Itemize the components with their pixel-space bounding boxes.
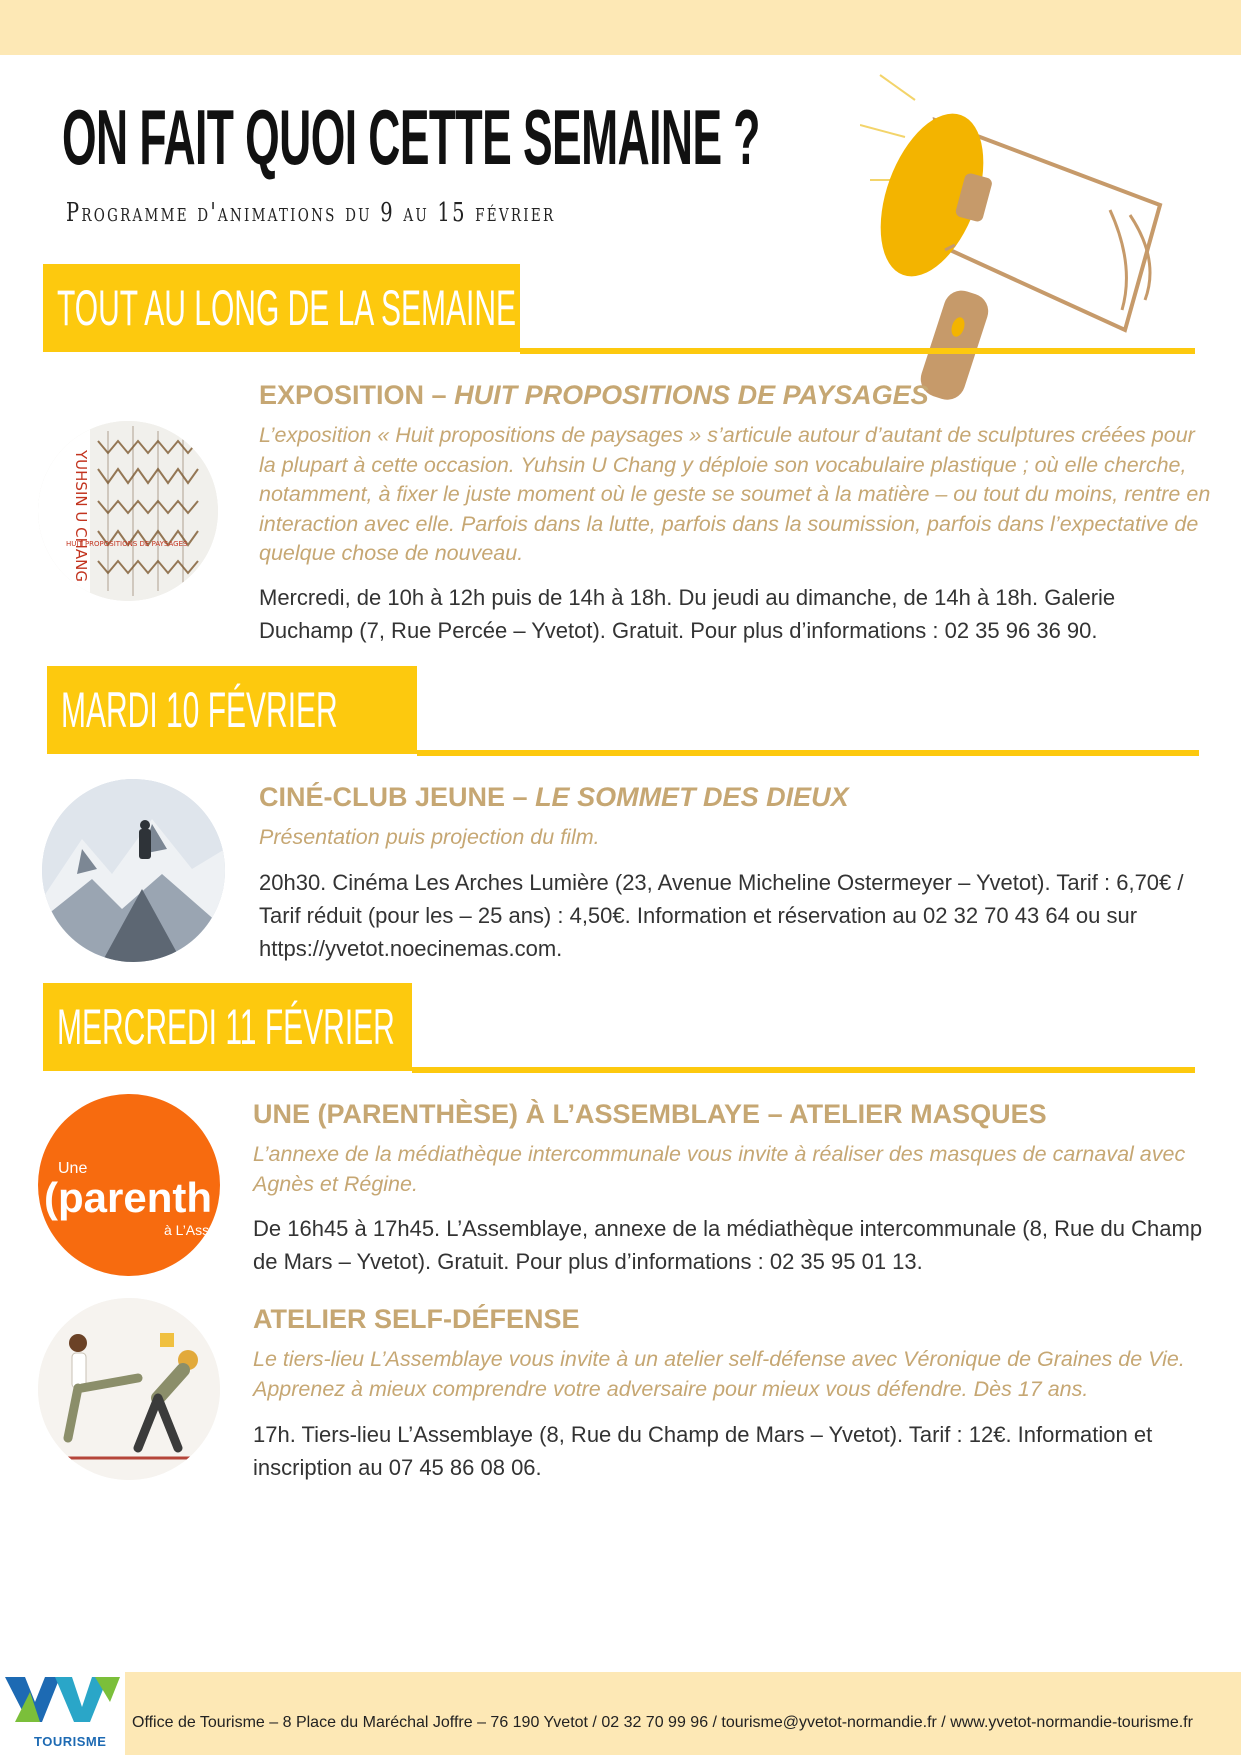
- exhibition-artwork: [38, 421, 218, 601]
- section-heading-wednesday: MERCREDI 11 FÉVRIER: [43, 983, 412, 1071]
- section-divider: [417, 750, 1199, 756]
- event-description: Le tiers-lieu L’Assemblaye vous invite à un atelier self-défense avec Véronique de Graines de Vie. Apprenez à mieux comprendre votre adversaire pour mieux vous défendre. Dès 17 ans.: [253, 1347, 1185, 1401]
- film-thumbnail: [42, 779, 225, 962]
- self-defense-thumbnail: [38, 1298, 220, 1480]
- self-defense-illustration: [38, 1298, 220, 1480]
- section-divider: [520, 348, 1195, 354]
- page-title: ON FAIT QUOI CETTE SEMAINE ?: [62, 93, 760, 181]
- yvetot-logo-icon: [0, 1672, 125, 1732]
- section-heading-tuesday: MARDI 10 FÉVRIER: [47, 666, 417, 754]
- page-subtitle: Programme d'animations du 9 au 15 février: [66, 198, 556, 228]
- parenthese-logo: Une (parenth à L’Ass: [38, 1094, 220, 1276]
- event-description: Présentation puis projection du film.: [259, 825, 600, 849]
- event-title-exposition: EXPOSITION – HUIT PROPOSITIONS DE PAYSAGES: [259, 380, 929, 410]
- section-heading-week: TOUT AU LONG DE LA SEMAINE: [43, 264, 520, 352]
- megaphone-icon: [860, 65, 1180, 405]
- event-title-masques: UNE (PARENTHÈSE) À L’ASSEMBLAYE – ATELIER MASQUES: [253, 1099, 1047, 1129]
- event-title-cineclub: CINÉ-CLUB JEUNE – LE SOMMET DES DIEUX: [259, 782, 849, 812]
- exhibition-thumbnail: [38, 421, 218, 601]
- event-description: L’annexe de la médiathèque intercommunale vous invite à réaliser des masques de carnaval avec Agnès et Régine.: [253, 1142, 1186, 1196]
- event-title-self-defense: ATELIER SELF-DÉFENSE: [253, 1304, 580, 1334]
- event-info: Mercredi, de 10h à 12h puis de 14h à 18h. Du jeudi au dimanche, de 14h à 18h. Galerie Duchamp (7, Rue Percée – Yvetot). Gratuit. Pour plus d’informations : 02 35 96 36 90.: [259, 585, 1116, 643]
- thumb-artist-name: YUHSIN U CHANG: [72, 450, 90, 582]
- logo-label: TOURISME: [34, 1734, 107, 1749]
- event-description: L’exposition « Huit propositions de paysages » s’articule autour d’autant de sculptures créées pour la plupart à cette occasion. Yuhsin U Chang y déploie son vocabulaire plastique ; où elle cherche, notamment, à fixer le juste moment où le geste se soumet à la matière – ou tout du moins, rentre en interaction avec elle. Parfois dans la lutte, parfois dans la soumission, parfois dans l’expectative de quelque chose de nouveau.: [259, 423, 1211, 565]
- footer-contact: Office de Tourisme – 8 Place du Maréchal Joffre – 76 190 Yvetot / 02 32 70 99 96 / tourisme@yvetot-normandie.fr / www.yvetot-normandie-tourisme.fr: [132, 1714, 1193, 1731]
- event-info: De 16h45 à 17h45. L’Assemblaye, annexe de la médiathèque intercommunale (8, Rue du Champ de Mars – Yvetot). Gratuit. Pour plus d’informations : 02 35 95 01 13.: [253, 1216, 1203, 1274]
- event-info: 17h. Tiers-lieu L’Assemblaye (8, Rue du Champ de Mars – Yvetot). Tarif : 12€. Information et inscription au 07 45 86 08 06.: [253, 1422, 1153, 1480]
- mountain-image: [42, 779, 225, 962]
- top-band: [0, 0, 1241, 55]
- section-divider: [412, 1067, 1195, 1073]
- thumb-caption: HUIT PROPOSITIONS DE PAYSAGES: [66, 540, 188, 548]
- event-info: 20h30. Cinéma Les Arches Lumière (23, Avenue Micheline Ostermeyer – Yvetot). Tarif : 6,70€ / Tarif réduit (pour les – 25 ans) : 4,50€. Information et réservation au 02 32 70 43 64 ou sur https://yvetot.noecinemas.com.: [259, 870, 1184, 961]
